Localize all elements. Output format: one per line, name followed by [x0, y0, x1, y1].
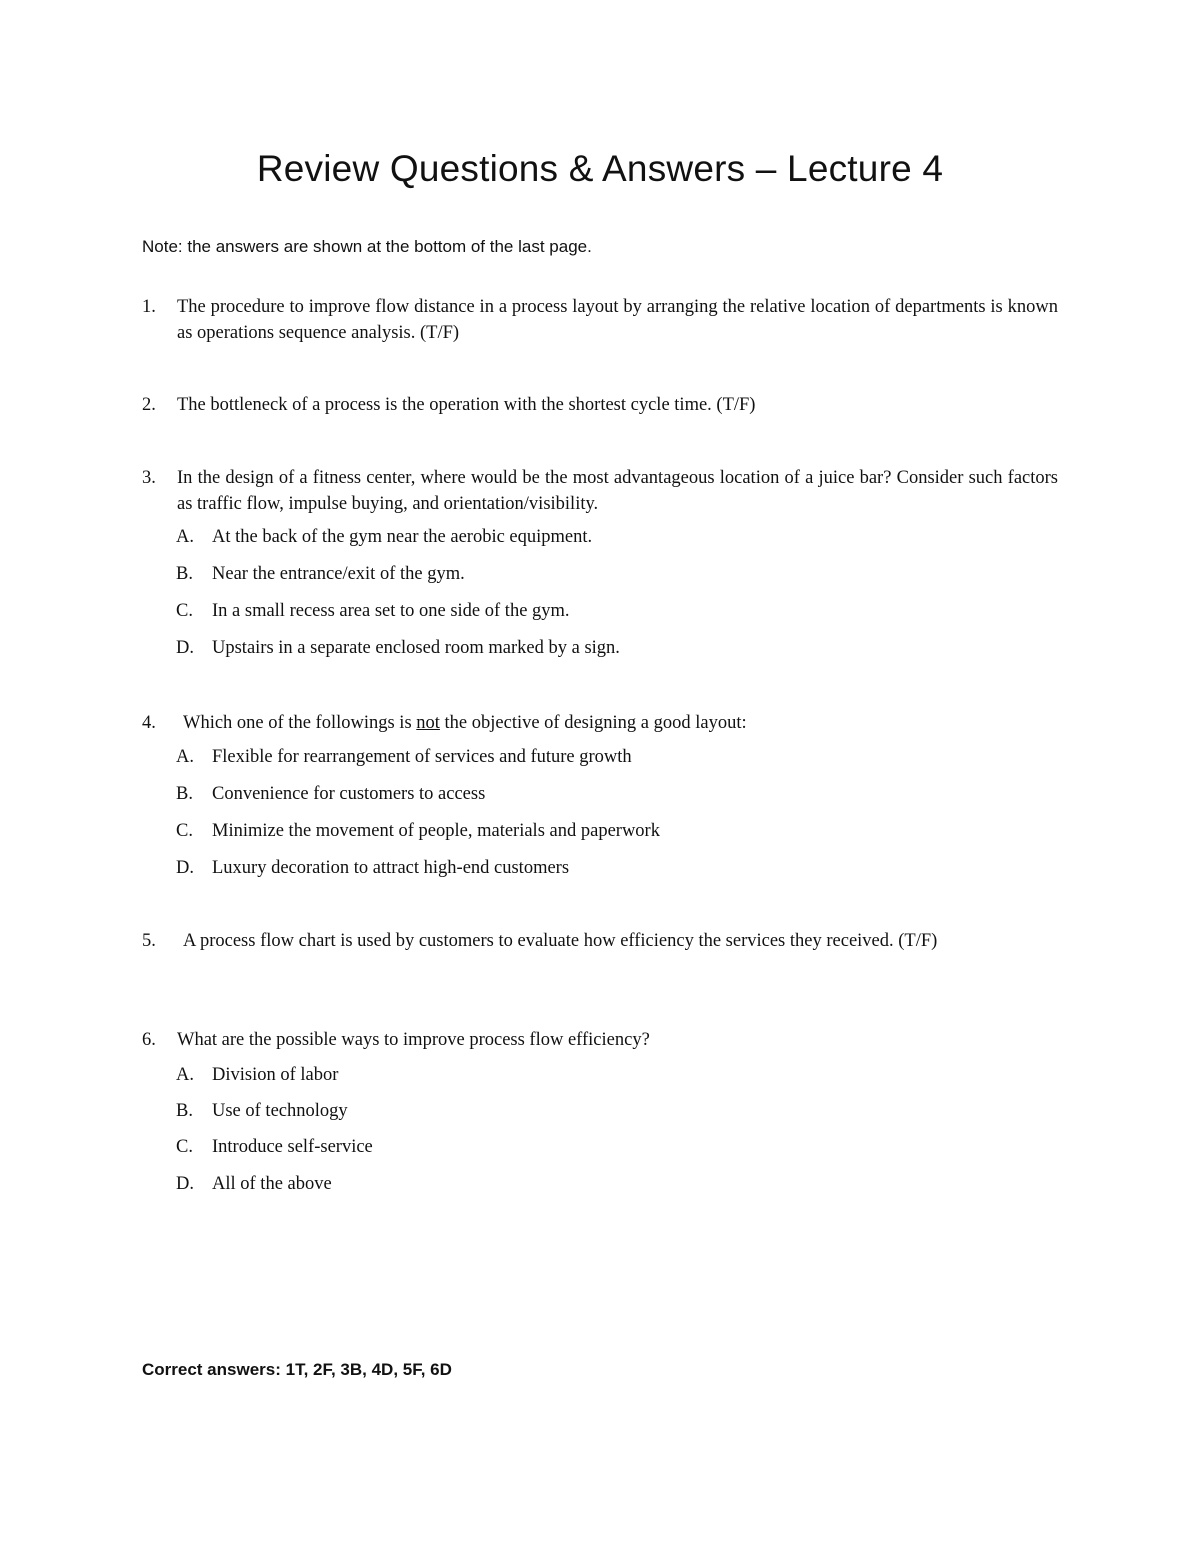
question-text: The bottleneck of a process is the operation with the shortest cycle time. (T/F): [177, 395, 756, 415]
option-letter: B.: [176, 784, 193, 804]
question-number: 1.: [142, 297, 156, 317]
option-letter: C.: [176, 821, 193, 841]
option-letter: B.: [176, 1101, 193, 1121]
option-letter: C.: [176, 1137, 193, 1157]
question-text: A process flow chart is used by customers to evaluate how efficiency the services they received. (T/F): [183, 931, 938, 951]
question-6: [142, 1028, 1058, 1054]
question-text: The procedure to improve flow distance in a process layout by arranging the relative location of departments is known as operations sequence analysis. (T/F): [177, 297, 1058, 343]
note-text: the answers are shown at the bottom of the last page.: [182, 237, 592, 256]
note-line: [142, 237, 592, 257]
option-text: Convenience for customers to access: [212, 784, 486, 804]
question-5: [142, 929, 1058, 955]
question-number: 2.: [142, 395, 156, 415]
page-title: Review Questions & Answers – Lecture 4: [256, 148, 944, 189]
question-text: In the design of a fitness center, where would be the most advantageous location of a juice bar? Consider such factors as traffic flow, impulse buying, and orientation/visibility.: [177, 468, 1058, 514]
option-text: Upstairs in a separate enclosed room marked by a sign.: [212, 638, 620, 658]
option-letter: A.: [176, 747, 194, 767]
option-text: At the back of the gym near the aerobic equipment.: [212, 527, 593, 547]
option-letter: B.: [176, 564, 193, 584]
option-letter: A.: [176, 527, 194, 547]
question-text: [183, 711, 1058, 737]
option-text: Near the entrance/exit of the gym.: [212, 564, 465, 584]
question-number: 3.: [142, 468, 156, 488]
question-4: [142, 711, 1058, 737]
correct-answers: Correct answers: 1T, 2F, 3B, 4D, 5F, 6D: [142, 1360, 452, 1379]
question-text-underlined: not: [416, 713, 440, 733]
option-letter: C.: [176, 601, 193, 621]
option-text: Minimize the movement of people, materials and paperwork: [212, 821, 660, 841]
option-text: Use of technology: [212, 1101, 348, 1121]
question-text: What are the possible ways to improve process flow efficiency?: [177, 1030, 650, 1050]
question-2: [142, 393, 1058, 419]
option-letter: A.: [176, 1065, 194, 1085]
question-number: 5.: [142, 931, 156, 951]
option-text: Introduce self-service: [212, 1137, 373, 1157]
option-letter: D.: [176, 858, 194, 878]
question-text-start: Which one of the followings is: [183, 713, 417, 733]
question-number: 6.: [142, 1030, 156, 1050]
option-text: Luxury decoration to attract high-end customers: [212, 858, 570, 878]
option-text: All of the above: [212, 1174, 332, 1194]
option-text: Division of labor: [212, 1065, 339, 1085]
note-label: Note:: [142, 237, 183, 256]
option-text: Flexible for rearrangement of services and future growth: [212, 747, 632, 767]
option-text: In a small recess area set to one side of the gym.: [212, 601, 570, 621]
question-1: [142, 295, 1058, 346]
question-text-end: the objective of designing a good layout:: [439, 713, 747, 733]
option-letter: D.: [176, 638, 194, 658]
question-3: [142, 466, 1058, 517]
option-letter: D.: [176, 1174, 194, 1194]
question-number: 4.: [142, 713, 156, 733]
